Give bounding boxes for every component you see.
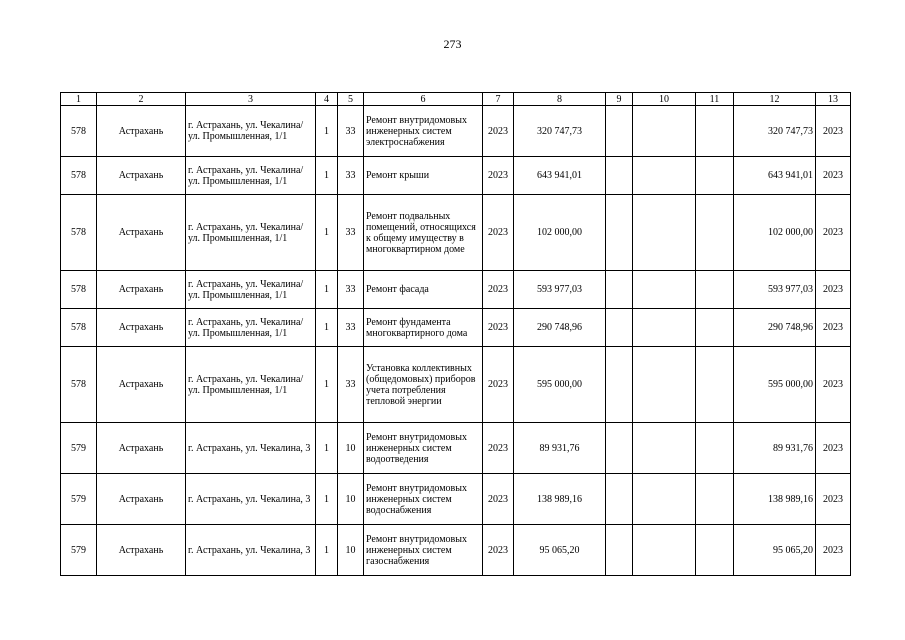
col11-cell [696, 474, 734, 525]
col5-cell: 33 [338, 157, 364, 195]
col11-cell [696, 106, 734, 157]
column-header-2: 2 [97, 93, 186, 106]
total-cost-cell: 595 000,00 [734, 347, 816, 423]
work-type-cell: Ремонт подвальных помещений, относящихся к общему имуществу в многоквартирном доме [364, 195, 483, 271]
work-type-cell: Ремонт фасада [364, 271, 483, 309]
col4-cell: 1 [316, 157, 338, 195]
end-year-cell: 2023 [816, 157, 851, 195]
row-number: 579 [61, 423, 97, 474]
col9-cell [606, 271, 633, 309]
year-cell: 2023 [483, 423, 514, 474]
cost-cell: 102 000,00 [514, 195, 606, 271]
col4-cell: 1 [316, 423, 338, 474]
end-year-cell: 2023 [816, 309, 851, 347]
table-row [61, 271, 851, 309]
col4-cell: 1 [316, 195, 338, 271]
col10-cell [633, 474, 696, 525]
table-body [61, 106, 851, 576]
city-cell: Астрахань [97, 195, 186, 271]
address-cell: г. Астрахань, ул. Чекалина, 3 [186, 474, 316, 525]
column-header-3: 3 [186, 93, 316, 106]
col9-cell [606, 195, 633, 271]
col11-cell [696, 347, 734, 423]
city-cell: Астрахань [97, 106, 186, 157]
col11-cell [696, 309, 734, 347]
year-cell: 2023 [483, 347, 514, 423]
cost-cell: 593 977,03 [514, 271, 606, 309]
table-row [61, 347, 851, 423]
cost-cell: 95 065,20 [514, 525, 606, 576]
end-year-cell: 2023 [816, 271, 851, 309]
city-cell: Астрахань [97, 525, 186, 576]
total-cost-cell: 138 989,16 [734, 474, 816, 525]
row-number: 578 [61, 271, 97, 309]
total-cost-cell: 95 065,20 [734, 525, 816, 576]
end-year-cell: 2023 [816, 347, 851, 423]
year-cell: 2023 [483, 309, 514, 347]
city-cell: Астрахань [97, 157, 186, 195]
col4-cell: 1 [316, 106, 338, 157]
work-type-cell: Ремонт внутридомовых инженерных систем газоснабжения [364, 525, 483, 576]
column-header-9: 9 [606, 93, 633, 106]
column-header-8: 8 [514, 93, 606, 106]
year-cell: 2023 [483, 106, 514, 157]
col11-cell [696, 271, 734, 309]
work-type-cell: Ремонт внутридомовых инженерных систем водоотведения [364, 423, 483, 474]
column-header-6: 6 [364, 93, 483, 106]
col5-cell: 33 [338, 271, 364, 309]
col11-cell [696, 423, 734, 474]
page-number: 273 [443, 37, 462, 51]
work-type-cell: Ремонт внутридомовых инженерных систем водоснабжения [364, 474, 483, 525]
col4-cell: 1 [316, 309, 338, 347]
table-row [61, 106, 851, 157]
cost-cell: 595 000,00 [514, 347, 606, 423]
end-year-cell: 2023 [816, 106, 851, 157]
col10-cell [633, 271, 696, 309]
col4-cell: 1 [316, 271, 338, 309]
col10-cell [633, 157, 696, 195]
row-number: 578 [61, 309, 97, 347]
city-cell: Астрахань [97, 474, 186, 525]
col11-cell [696, 195, 734, 271]
address-cell: г. Астрахань, ул. Чекалина/ ул. Промышленная, 1/1 [186, 106, 316, 157]
work-type-cell: Ремонт фундамента многоквартирного дома [364, 309, 483, 347]
col10-cell [633, 347, 696, 423]
row-number: 578 [61, 157, 97, 195]
col9-cell [606, 106, 633, 157]
cost-cell: 643 941,01 [514, 157, 606, 195]
col10-cell [633, 106, 696, 157]
year-cell: 2023 [483, 271, 514, 309]
row-number: 578 [61, 347, 97, 423]
column-header-13: 13 [816, 93, 851, 106]
col9-cell [606, 474, 633, 525]
col9-cell [606, 347, 633, 423]
address-cell: г. Астрахань, ул. Чекалина, 3 [186, 525, 316, 576]
header-row [61, 93, 851, 106]
col4-cell: 1 [316, 474, 338, 525]
cost-cell: 290 748,96 [514, 309, 606, 347]
city-cell: Астрахань [97, 309, 186, 347]
col5-cell: 10 [338, 474, 364, 525]
column-header-10: 10 [633, 93, 696, 106]
cost-cell: 320 747,73 [514, 106, 606, 157]
row-number: 578 [61, 195, 97, 271]
work-type-cell: Установка коллективных (общедомовых) приборов учета потребления тепловой энергии [364, 347, 483, 423]
address-cell: г. Астрахань, ул. Чекалина/ ул. Промышленная, 1/1 [186, 271, 316, 309]
work-type-cell: Ремонт крыши [364, 157, 483, 195]
col9-cell [606, 423, 633, 474]
end-year-cell: 2023 [816, 525, 851, 576]
col10-cell [633, 309, 696, 347]
col5-cell: 10 [338, 525, 364, 576]
city-cell: Астрахань [97, 423, 186, 474]
city-cell: Астрахань [97, 347, 186, 423]
table-row [61, 474, 851, 525]
table-row [61, 423, 851, 474]
col10-cell [633, 525, 696, 576]
year-cell: 2023 [483, 195, 514, 271]
col4-cell: 1 [316, 347, 338, 423]
col11-cell [696, 525, 734, 576]
col10-cell [633, 195, 696, 271]
table-row [61, 309, 851, 347]
year-cell: 2023 [483, 474, 514, 525]
col5-cell: 33 [338, 347, 364, 423]
end-year-cell: 2023 [816, 474, 851, 525]
row-number: 578 [61, 106, 97, 157]
column-header-5: 5 [338, 93, 364, 106]
total-cost-cell: 643 941,01 [734, 157, 816, 195]
address-cell: г. Астрахань, ул. Чекалина/ ул. Промышленная, 1/1 [186, 347, 316, 423]
year-cell: 2023 [483, 157, 514, 195]
cost-cell: 89 931,76 [514, 423, 606, 474]
city-cell: Астрахань [97, 271, 186, 309]
column-header-1: 1 [61, 93, 97, 106]
col9-cell [606, 157, 633, 195]
table-row [61, 157, 851, 195]
end-year-cell: 2023 [816, 423, 851, 474]
row-number: 579 [61, 525, 97, 576]
address-cell: г. Астрахань, ул. Чекалина/ ул. Промышленная, 1/1 [186, 309, 316, 347]
total-cost-cell: 290 748,96 [734, 309, 816, 347]
col11-cell [696, 157, 734, 195]
work-type-cell: Ремонт внутридомовых инженерных систем электроснабжения [364, 106, 483, 157]
col5-cell: 33 [338, 106, 364, 157]
col5-cell: 10 [338, 423, 364, 474]
column-header-4: 4 [316, 93, 338, 106]
column-header-7: 7 [483, 93, 514, 106]
table-row [61, 195, 851, 271]
col5-cell: 33 [338, 309, 364, 347]
address-cell: г. Астрахань, ул. Чекалина/ ул. Промышленная, 1/1 [186, 195, 316, 271]
total-cost-cell: 102 000,00 [734, 195, 816, 271]
address-cell: г. Астрахань, ул. Чекалина/ ул. Промышленная, 1/1 [186, 157, 316, 195]
column-header-11: 11 [696, 93, 734, 106]
col5-cell: 33 [338, 195, 364, 271]
column-header-12: 12 [734, 93, 816, 106]
end-year-cell: 2023 [816, 195, 851, 271]
total-cost-cell: 593 977,03 [734, 271, 816, 309]
col9-cell [606, 525, 633, 576]
col4-cell: 1 [316, 525, 338, 576]
year-cell: 2023 [483, 525, 514, 576]
total-cost-cell: 89 931,76 [734, 423, 816, 474]
capital-repair-table [60, 92, 851, 576]
address-cell: г. Астрахань, ул. Чекалина, 3 [186, 423, 316, 474]
table-row [61, 525, 851, 576]
col9-cell [606, 309, 633, 347]
total-cost-cell: 320 747,73 [734, 106, 816, 157]
col10-cell [633, 423, 696, 474]
cost-cell: 138 989,16 [514, 474, 606, 525]
row-number: 579 [61, 474, 97, 525]
